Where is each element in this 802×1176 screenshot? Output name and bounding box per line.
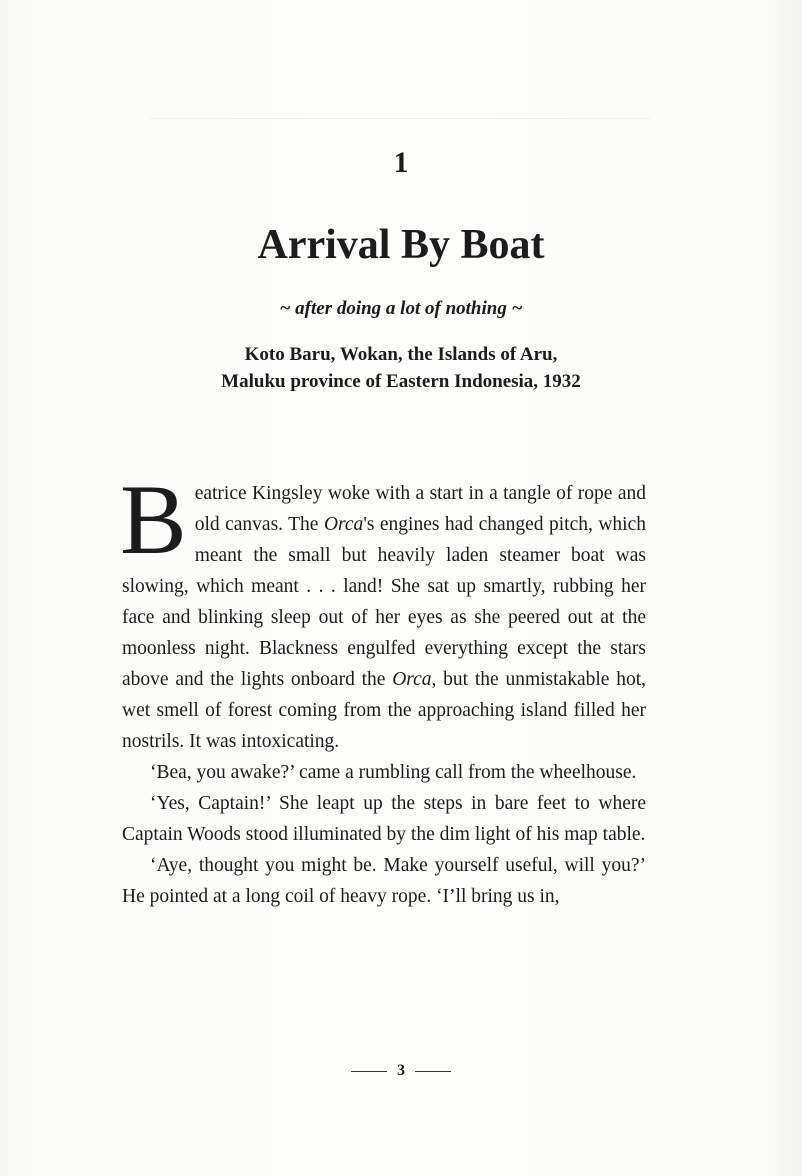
page-footer bbox=[0, 1062, 802, 1080]
paragraph: ‘Yes, Captain!’ She leapt up the steps in bare feet to where Captain Woods stood illuminated by the dim light of his map table. bbox=[122, 793, 646, 845]
page-number: 3 bbox=[397, 1062, 405, 1079]
chapter-location bbox=[0, 341, 802, 395]
paragraph-text: , but the unmistakable hot, wet smell of forest coming from the approaching island filled her nostrils. It was intoxicating. bbox=[122, 669, 646, 752]
paragraph-text: 's engines had changed pitch, which meant the small but heavily laden steamer boat was slowing, which meant . . . land! She sat up smartly, rubbing her face and blinking sleep out of her eyes as she peered out at the moonless night. Blackness engulfed everything except the stars above and the lights onboard the bbox=[122, 514, 647, 690]
ship-name: Orca bbox=[392, 669, 432, 690]
chapter-subtitle: ~ after doing a lot of nothing ~ bbox=[279, 298, 523, 319]
chapter-title: Arrival By Boat bbox=[257, 222, 545, 268]
folio-rule-left bbox=[351, 1071, 387, 1072]
paragraph-text: eatrice Kingsley woke with a start in a tangle of rope and old canvas. The bbox=[194, 483, 646, 535]
folio-rule-right bbox=[415, 1071, 451, 1072]
paragraph bbox=[120, 464, 647, 757]
paragraph: ‘Aye, thought you might be. Make yourself useful, will you?’ He pointed at a long coil of heavy rope. ‘I’ll bring us in, bbox=[122, 855, 646, 907]
chapter-number: 1 bbox=[393, 146, 409, 179]
drop-cap: B bbox=[120, 464, 187, 575]
paragraph: ‘Bea, you awake?’ came a rumbling call from the wheelhouse. bbox=[150, 762, 637, 783]
ship-name: Orca bbox=[323, 514, 364, 535]
header-rule bbox=[150, 118, 650, 119]
location-line: Koto Baru, Wokan, the Islands of Aru, bbox=[244, 344, 558, 365]
body-text bbox=[120, 464, 647, 912]
location-line: Maluku province of Eastern Indonesia, 1932 bbox=[221, 371, 581, 392]
